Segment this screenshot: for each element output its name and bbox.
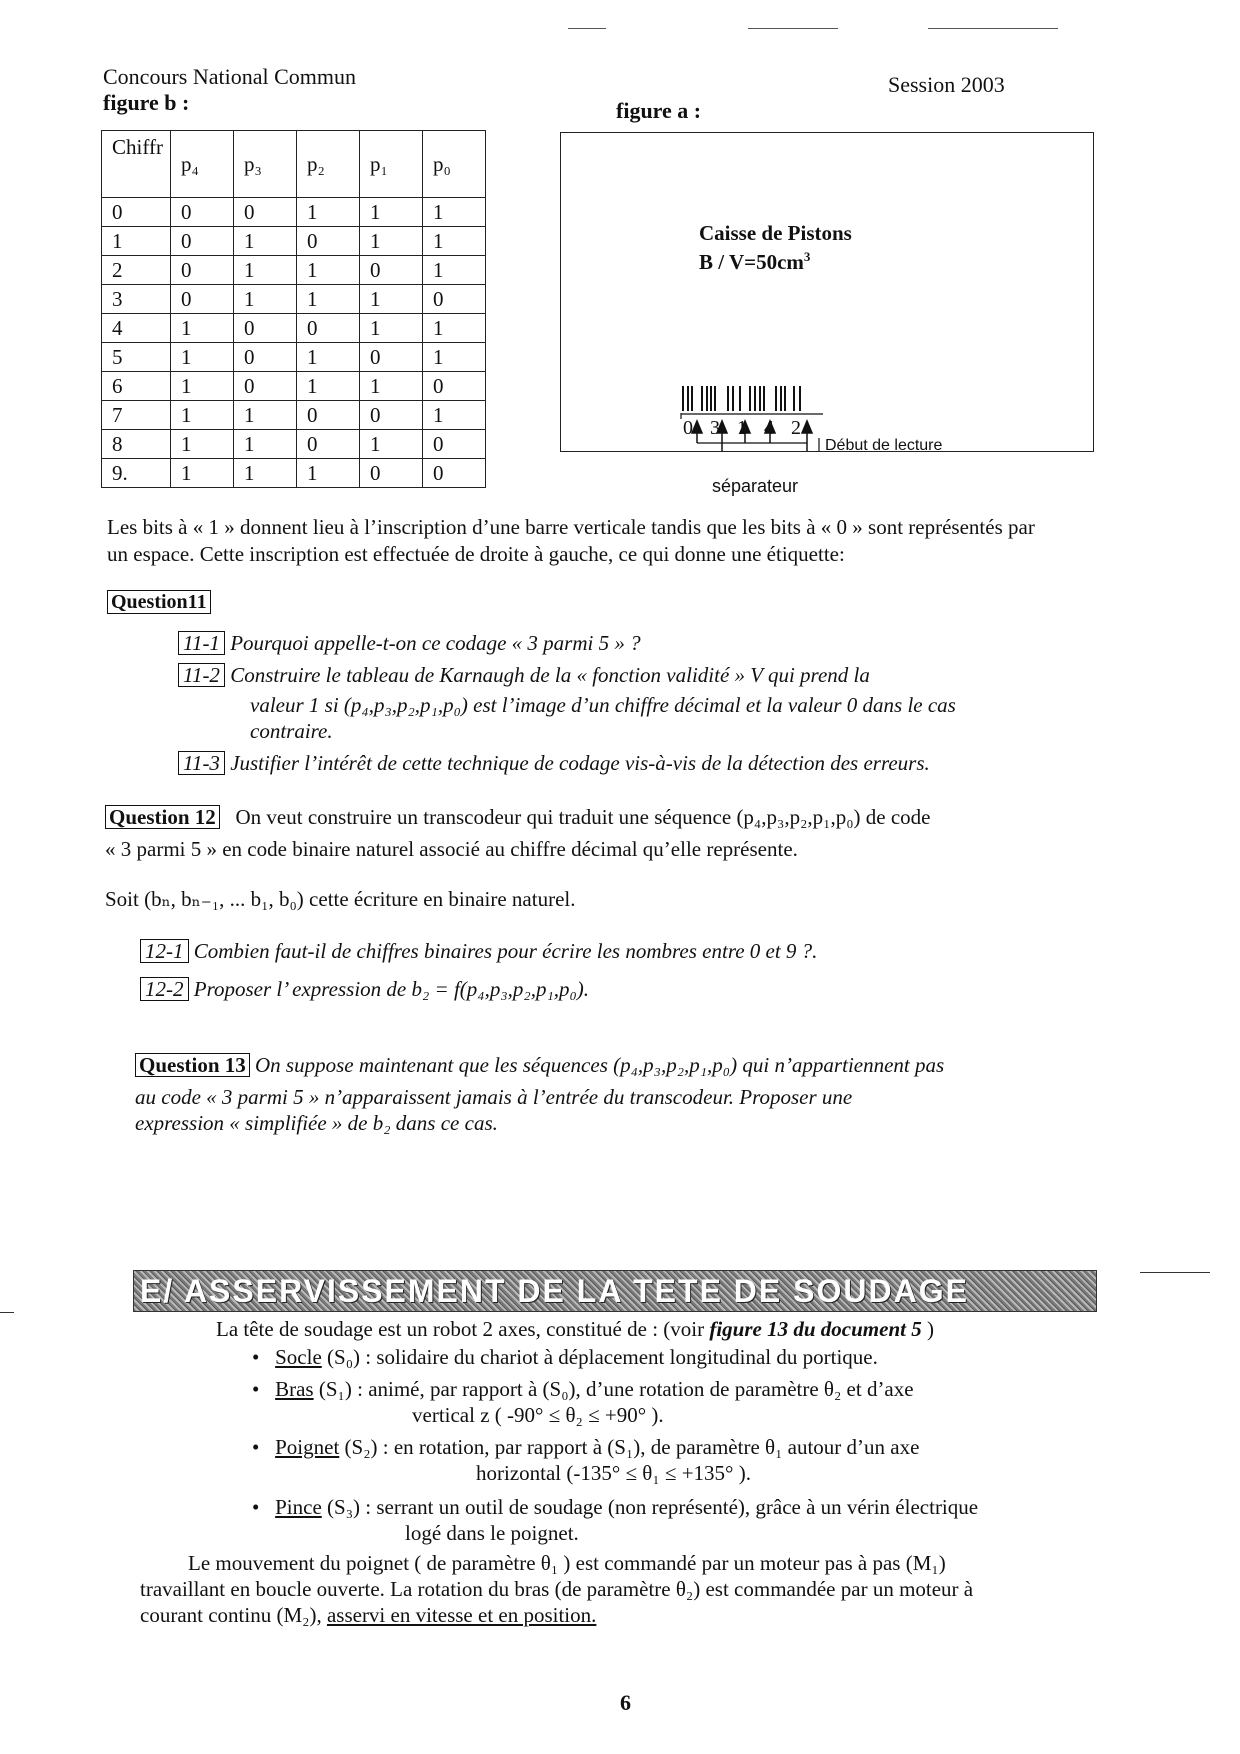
bit-cell: 0 [423,459,486,488]
table-row [102,343,486,372]
bits-paragraph: Les bits à « 1 » donnent lieu à l’inscription d’une barre verticale tandis que les bits à « 0 » sont représentés par un espace. Cette inscription est effectuée de droite à gauche, ce qui donne une étiquette: [107,515,1035,566]
section-e-intro [216,1316,934,1343]
section-e-banner-title: E/ ASSERVISSEMENT DE LA TETE DE SOUDAGE [140,1273,969,1309]
q11-item-3 [178,750,930,777]
part-pince-line2: logé dans le poignet. [405,1521,579,1545]
q11-item-1-label: 11-1 [178,631,225,655]
question-12 [105,804,931,831]
bit-cell: 1 [234,401,297,430]
q11-item-2-label: 11-2 [178,663,225,687]
bit-cell: 1 [234,285,297,314]
question-13-text-1: On suppose maintenant que les séquences (p₄,p₃,p₂,p₁,p₀) qui n’appartiennent pas [255,1053,945,1077]
question-12-soit: Soit (bₙ, bₙ₋₁, ... b₁, b₀) cette écriture en binaire naturel. [105,887,576,911]
closing-line-3-text: courant continu (M₂), [140,1603,327,1627]
bullet-icon: • [252,1345,276,1369]
digit-cell: 1 [102,227,171,256]
section-e-banner [133,1270,1097,1312]
question-11-label: Question11 [107,590,211,614]
table-header: p₃ [234,131,297,198]
bit-cell: 1 [297,372,360,401]
bit-cell: 1 [423,314,486,343]
bullet-icon: • [252,1377,276,1401]
question-13 [135,1052,944,1079]
q12-item-2 [140,976,589,1003]
digit-cell: 0 [102,198,171,227]
digit-cell: 7 [102,401,171,430]
q12-item-2-label: 12-2 [140,977,189,1001]
bit-cell: 1 [360,314,423,343]
part-poignet-sym: (S₂) [339,1435,378,1459]
bit-cell: 1 [171,372,234,401]
bit-cell: 0 [171,256,234,285]
q11-item-2 [178,662,1078,689]
top-rule-1 [568,28,606,29]
question-13-text-3: expression « simplifiée » de b₂ dans ce cas. [135,1111,498,1135]
header-left: Concours National Commun [103,64,356,89]
code-table [101,130,486,488]
q11-item-1-text: Pourquoi appelle-t-on ce codage « 3 parmi 5 » ? [230,631,641,655]
figure-a-title: Caisse de Pistons [699,221,852,245]
bit-cell: 0 [297,401,360,430]
part-socle-sym: (S₀) [321,1345,361,1369]
bit-cell: 1 [171,459,234,488]
bit-cell: 1 [297,343,360,372]
part-socle [252,1344,878,1371]
bit-cell: 1 [423,401,486,430]
bit-cell: 1 [171,401,234,430]
q11-item-2-line3: contraire. [250,719,333,743]
figure-a-box [560,132,1094,452]
table-row [102,256,486,285]
part-pince [252,1494,978,1521]
q11-item-2-line2: valeur 1 si (p₄,p₃,p₂,p₁,p₀) est l’image d’un chiffre décimal et la valeur 0 dans le cas [250,693,956,717]
part-bras-sym: (S₁) [313,1377,352,1401]
question-12-text-1: On veut construire un transcodeur qui traduit une séquence (p₄,p₃,p₂,p₁,p₀) de code [235,805,931,829]
margin-rule-right [1140,1272,1210,1273]
table-header: p₄ [171,131,234,198]
table-row [102,430,486,459]
question-13-label: Question 13 [135,1053,250,1077]
digit-cell: 2 [102,256,171,285]
bit-cell: 0 [171,285,234,314]
q12-item-1-label: 12-1 [140,939,189,963]
bit-cell: 0 [234,372,297,401]
part-pince-text: : serrant un outil de soudage (non représenté), grâce à un vérin électrique [360,1495,979,1519]
q11-item-3-text: Justifier l’intérêt de cette technique de codage vis-à-vis de la détection des erreurs. [230,751,930,775]
bit-cell: 1 [234,256,297,285]
closing-line-3-underlined: asservi en vitesse et en position. [326,1603,597,1627]
top-rule-3 [928,28,1058,29]
question-12-text-2: « 3 parmi 5 » en code binaire naturel associé au chiffre décimal qu’elle représente. [105,837,798,861]
bit-cell: 0 [297,227,360,256]
header-right: Session 2003 [888,72,1005,97]
bit-cell: 0 [423,372,486,401]
question-13-text-2: au code « 3 parmi 5 » n’apparaissent jamais à l’entrée du transcodeur. Proposer une [135,1085,853,1109]
digit-cell: 8 [102,430,171,459]
part-bras [252,1376,914,1403]
bit-cell: 0 [297,314,360,343]
bit-cell: 1 [423,227,486,256]
bit-cell: 0 [360,401,423,430]
section-e-intro-ref: figure 13 du document 5 [709,1317,922,1341]
bit-cell: 0 [234,343,297,372]
bit-cell: 1 [360,227,423,256]
bit-cell: 0 [360,256,423,285]
bit-cell: 1 [297,459,360,488]
part-poignet-line2: horizontal (-135° ≤ θ₁ ≤ +135° ). [476,1461,751,1485]
q11-item-3-label: 11-3 [178,751,225,775]
bit-cell: 1 [360,372,423,401]
bit-cell: 1 [423,343,486,372]
closing-line-2: travaillant en boucle ouverte. La rotation du bras (de paramètre θ₂) est commandée par un moteur à [140,1577,974,1601]
table-header-row [102,131,486,198]
bit-cell: 0 [234,198,297,227]
q12-item-2-text: Proposer l’ expression de b₂ = f(p₄,p₃,p₂,p₁,p₀). [193,977,590,1001]
digit-cell: 9. [102,459,171,488]
table-row [102,198,486,227]
bit-cell: 0 [423,430,486,459]
question-12-label: Question 12 [105,805,220,829]
part-socle-name: Socle [275,1345,322,1369]
bit-cell: 1 [423,198,486,227]
margin-rule-left [0,1312,14,1313]
bit-cell: 1 [234,430,297,459]
table-header: p₀ [423,131,486,198]
separator-label: séparateur [712,476,799,496]
closing-line-1: Le mouvement du poignet ( de paramètre θ₁ ) est commandé par un moteur pas à pas (M₁) [188,1551,946,1575]
part-bras-name: Bras [275,1377,314,1401]
bit-cell: 1 [171,430,234,459]
section-e-intro-end: ) [921,1317,934,1341]
part-bras-text: : animé, par rapport à (S₀), d’une rotation de paramètre θ₂ et d’axe [351,1377,914,1401]
part-poignet-text: : en rotation, par rapport à (S₁), de paramètre θ₁ autour d’un axe [377,1435,920,1459]
table-header: p₁ [360,131,423,198]
figure-a-label: figure a : [616,98,702,123]
bit-cell: 1 [297,256,360,285]
bit-cell: 1 [234,227,297,256]
table-header: p₂ [297,131,360,198]
barcode-digits: 0 3 1 4 2 [683,417,807,439]
bit-cell: 0 [423,285,486,314]
table-row [102,401,486,430]
digit-cell: 5 [102,343,171,372]
bit-cell: 1 [360,198,423,227]
part-poignet [252,1434,919,1461]
barcode-label [561,133,1093,451]
q12-item-1-text: Combien faut-il de chiffres binaires pour écrire les nombres entre 0 et 9 ?. [193,939,818,963]
part-socle-text: : solidaire du chariot à déplacement longitudinal du portique. [360,1345,878,1369]
bit-cell: 0 [360,343,423,372]
bit-cell: 1 [297,198,360,227]
bit-cell: 0 [297,430,360,459]
question-11-heading [107,590,211,614]
table-row [102,227,486,256]
bit-cell: 1 [234,459,297,488]
figure-b-label: figure b : [103,90,190,115]
bit-cell: 1 [360,285,423,314]
bit-cell: 1 [171,314,234,343]
bit-cell: 1 [360,430,423,459]
page-number: 6 [620,1690,631,1715]
top-rule-2 [748,28,838,29]
digit-cell: 4 [102,314,171,343]
bit-cell: 1 [423,256,486,285]
bit-cell: 0 [171,227,234,256]
bit-cell: 1 [171,343,234,372]
q12-item-1 [140,938,817,965]
section-e-intro-text: La tête de soudage est un robot 2 axes, constitué de : (voir [216,1317,710,1341]
digit-cell: 6 [102,372,171,401]
bit-cell: 0 [360,459,423,488]
figure-a-volume-text: B / V=50cm [699,250,804,274]
figure-a-volume-exp: 3 [803,249,811,264]
part-pince-sym: (S₃) [321,1495,361,1519]
start-of-reading-label: Début de lecture [825,437,943,454]
bullet-icon: • [252,1495,276,1519]
table-row [102,372,486,401]
table-row [102,314,486,343]
table-row [102,459,486,488]
part-pince-name: Pince [275,1495,322,1519]
digit-cell: 3 [102,285,171,314]
table-header: Chiffr [102,131,171,198]
bullet-icon: • [252,1435,276,1459]
q11-item-2-text: Construire le tableau de Karnaugh de la « fonction validité » V qui prend la [230,663,870,687]
part-poignet-name: Poignet [275,1435,340,1459]
q11-item-1 [178,630,641,657]
bit-cell: 1 [297,285,360,314]
bit-cell: 0 [171,198,234,227]
bit-cell: 0 [234,314,297,343]
table-row [102,285,486,314]
closing-line-3 [140,1602,596,1629]
part-bras-line2: vertical z ( -90° ≤ θ₂ ≤ +90° ). [412,1403,664,1427]
